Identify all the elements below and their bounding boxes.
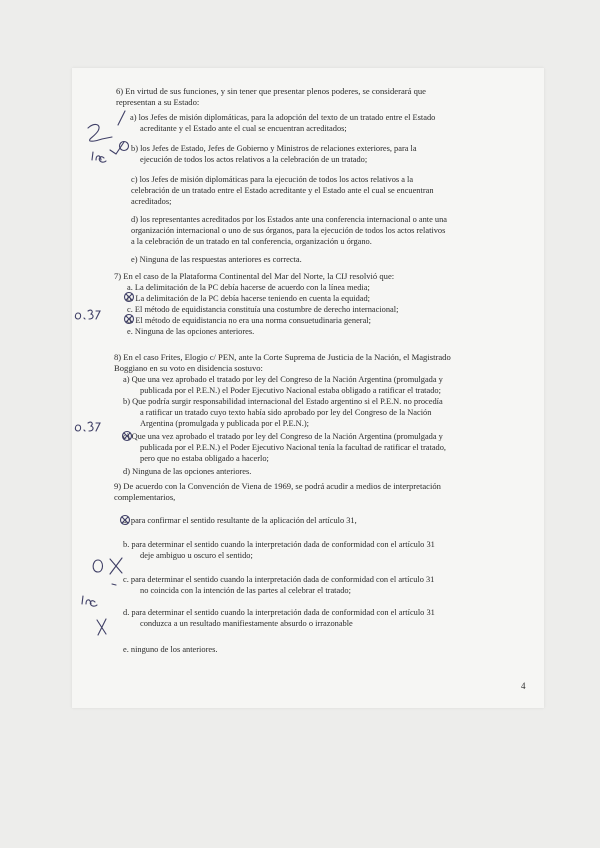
q8-option-c-line2: publicada por el P.E.N.) el Poder Ejecutivo Nacional tenía la facultad de ratificar el tratado,: [140, 443, 447, 452]
q7-option-a: a. La delimitación de la PC debía hacerse de acuerdo con la línea media;: [127, 283, 370, 292]
q9-stem-line1: 9) De acuerdo con la Convención de Viena de 1969, se podrá acudir a medios de interpretación: [114, 481, 441, 491]
q6-option-d-line3: a la celebración de un tratado en tal conferencia, organización u órgano.: [131, 237, 372, 246]
q7-option-b: b. La delimitación de la PC debía hacerse teniendo en cuenta la equidad;: [127, 294, 371, 303]
q9-option-d-line2: conduzca a un resultado manifiestamente absurdo o irrazonable: [140, 619, 353, 628]
q9-option-b-line1: b. para determinar el sentido cuando la interpretación dada de conformidad con el artículo 31: [123, 540, 435, 549]
q6-option-a-line1: a) los Jefes de misión diplomáticas, para la adopción del texto de un tratado entre el Estado: [130, 113, 436, 122]
q8-option-b-line1: b) Que podría surgir responsabilidad internacional del Estado argentino si el P.E.N. no procedía: [123, 397, 443, 406]
page-number: 4: [521, 681, 526, 691]
q7-stem: 7) En el caso de la Plataforma Continental del Mar del Norte, la CIJ resolvió que:: [114, 271, 395, 281]
q6-option-b-line2: ejecución de todos los actos relativos a la celebración de un tratado;: [140, 155, 368, 164]
q8-option-d: d) Ninguna de las opciones anteriores.: [123, 467, 252, 476]
q6-option-e: e) Ninguna de las respuestas anteriores es correcta.: [131, 255, 302, 264]
q6-option-b-line1: b) los Jefes de Estado, Jefes de Gobierno y Ministros de relaciones exteriores, para la: [131, 144, 417, 153]
q8-stem-line1: 8) En el caso Frites, Elogio c/ PEN, ante la Corte Suprema de Justicia de la Nación, el Magistrado: [114, 352, 451, 362]
q8-option-c-line1: c) Que una vez aprobado el tratado por ley del Congreso de la Nación Argentina (promulgada y: [123, 432, 443, 441]
q8-option-a-line1: a) Que una vez aprobado el tratado por ley del Congreso de la Nación Argentina (promulgada y: [123, 375, 443, 384]
q9-option-b-line2: deje ambiguo u oscuro el sentido;: [140, 551, 253, 560]
q9-option-a: a. para confirmar el sentido resultante de la aplicación del artículo 31,: [123, 516, 357, 525]
q8-option-c-line3: pero que no estaba obligado a hacerlo;: [140, 454, 269, 463]
q6-option-d-line1: d) los representantes acreditados por los Estados ante una conferencia internacional o ante una: [131, 215, 448, 224]
q6-option-c-line3: acreditados;: [131, 197, 172, 206]
q7-option-c: c. El método de equidistancia constituía una costumbre de derecho internacional;: [127, 305, 399, 314]
q8-stem-line2: Boggiano en su voto en disidencia sostuvo:: [114, 363, 263, 373]
q8-option-b-line3: Argentina (promulgada y publicada por el P.E.N.);: [140, 419, 309, 428]
q6-option-c-line1: c) los Jefes de misión diplomáticas para la ejecución de todos los actos relativos a la: [131, 175, 414, 184]
q6-option-a-line2: acreditante y el Estado ante el cual se encuentran acreditados;: [140, 124, 347, 133]
q6-stem-line1: 6) En virtud de sus funciones, y sin tener que presentar plenos poderes, se considerará que: [116, 86, 426, 96]
q6-stem-line2: representan a su Estado:: [116, 97, 200, 107]
q9-stem-line2: complementarios,: [114, 492, 176, 502]
q7-option-d: d. El método de equidistancia no era una norma consuetudinaria general;: [127, 316, 371, 325]
q6-option-c-line2: celebración de un tratado entre el Estado acreditante y el Estado ante el cual se encuentran: [131, 186, 434, 195]
q7-option-e: e. Ninguna de las opciones anteriores.: [127, 327, 255, 336]
q9-option-c-line1: c. para determinar el sentido cuando la interpretación dada de conformidad con el artículo 31: [123, 575, 435, 584]
q6-option-d-line2: organización internacional o uno de sus órganos, para la ejecución de todos los actos relativos: [131, 226, 446, 235]
q9-option-c-line2: no coincida con la intención de las partes al celebrar el tratado;: [140, 586, 351, 595]
q9-option-e: e. ninguno de los anteriores.: [123, 645, 218, 654]
q9-option-d-line1: d. para determinar el sentido cuando la interpretación dada de conformidad con el artículo 31: [123, 608, 435, 617]
q8-option-a-line2: publicada por el P.E.N.) el Poder Ejecutivo Nacional estaba obligado a ratificar el tratado;: [140, 386, 441, 395]
q8-option-b-line2: a ratificar un tratado cuyo texto había sido aprobado por ley del Congreso de la Nación: [140, 408, 432, 417]
